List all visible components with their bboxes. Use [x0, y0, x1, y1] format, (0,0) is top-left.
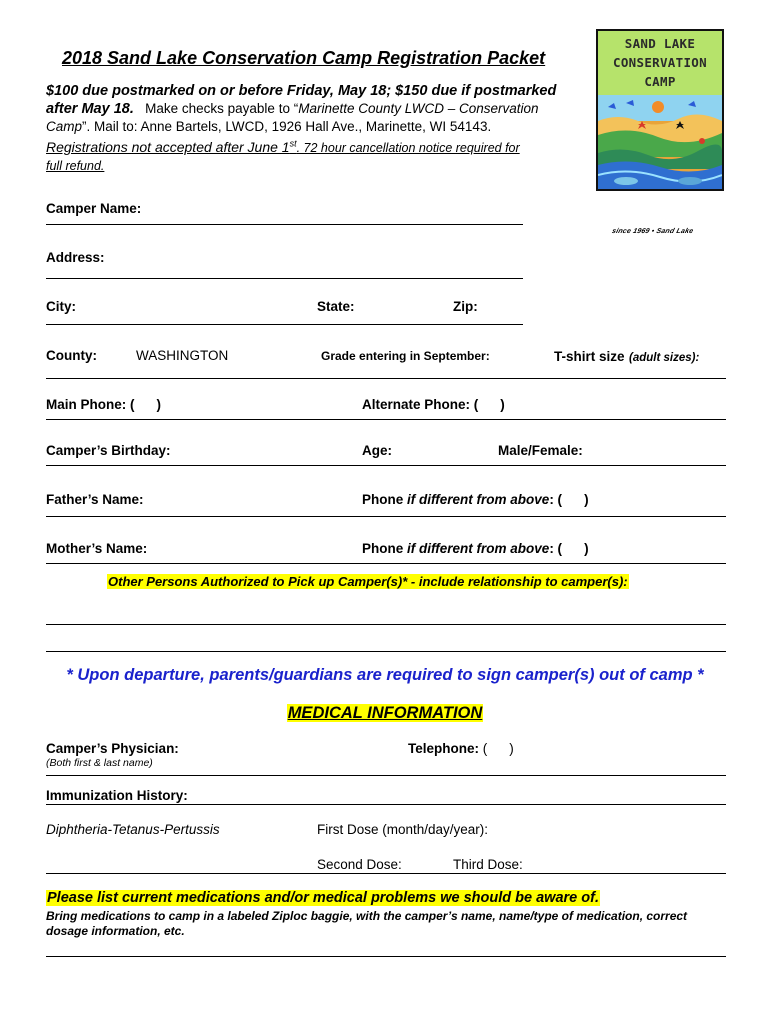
fee-line-1: $100 due postmarked on or before Friday, May 18; $150 due if postmarked	[46, 83, 557, 99]
birthday-label: Camper’s Birthday:	[46, 443, 171, 458]
city-state-zip-field[interactable]	[46, 324, 523, 325]
mother-phone-open: : (	[549, 541, 563, 556]
logo-line-2: CONSERVATION	[613, 55, 707, 70]
camper-name-label: Camper Name:	[46, 201, 142, 216]
vaccine-name: Diphtheria-Tetanus-Pertussis	[46, 822, 220, 837]
immunization-label: Immunization History:	[46, 788, 188, 803]
alt-phone-open: Alternate Phone: (	[362, 397, 479, 412]
tshirt-label-group	[554, 348, 699, 366]
grade-label: Grade entering in September:	[321, 349, 490, 363]
telephone-close: )	[509, 741, 514, 756]
medications-field[interactable]	[46, 956, 726, 957]
medications-note: Bring medications to camp in a labeled Ziploc baggie, with the camper’s name, name/type of medication, correct dosage information, etc.	[46, 909, 688, 938]
camp-logo	[596, 29, 724, 191]
mother-name-label: Mother’s Name:	[46, 541, 148, 556]
second-dose-label[interactable]: Second Dose:	[317, 857, 402, 872]
father-row-field[interactable]	[46, 516, 726, 517]
state-label: State:	[317, 299, 355, 314]
phone-row-field[interactable]	[46, 419, 726, 420]
telephone-open: (	[482, 741, 488, 756]
zip-label: Zip:	[453, 299, 478, 314]
tshirt-label: T-shirt size	[554, 349, 625, 364]
pickup-note: Other Persons Authorized to Pick up Camper(s)* - include relationship to camper(s):	[108, 574, 628, 589]
medications-heading: Please list current medications and/or medical problems we should be aware of.	[47, 890, 599, 906]
address-field[interactable]	[46, 278, 523, 279]
father-phone-open: : (	[549, 492, 563, 507]
alt-phone-label	[362, 397, 505, 412]
alt-phone-close: )	[500, 397, 505, 412]
main-phone-label	[46, 397, 161, 412]
checks-payee-2: Camp	[46, 119, 83, 134]
logo-line-1: SAND LAKE	[624, 36, 696, 51]
dose-divider	[46, 873, 726, 874]
county-row-field[interactable]	[46, 378, 726, 379]
camper-name-field[interactable]	[46, 224, 523, 225]
third-dose-label[interactable]: Third Dose:	[453, 857, 523, 872]
pickup-field-1[interactable]	[46, 624, 726, 625]
telephone-group	[408, 741, 514, 756]
gender-label: Male/Female:	[498, 443, 583, 458]
telephone-label: Telephone:	[408, 741, 480, 756]
physician-label: Camper’s Physician:	[46, 741, 179, 756]
county-value[interactable]: WASHINGTON	[136, 348, 229, 363]
father-name-label: Father’s Name:	[46, 492, 144, 507]
father-phone-word: Phone	[362, 492, 404, 507]
mother-phone-label	[362, 541, 589, 556]
mother-row-field[interactable]	[46, 563, 726, 564]
reg-note-sup: st	[289, 138, 297, 148]
address-label: Address:	[46, 250, 105, 265]
reg-note-c: full refund.	[46, 158, 105, 173]
checks-prefix: Make checks payable to “	[145, 101, 299, 116]
main-phone-open: Main Phone: (	[46, 397, 135, 412]
main-phone-close: )	[156, 397, 161, 412]
city-label: City:	[46, 299, 76, 314]
father-phone-note: if different from above	[407, 492, 550, 507]
county-label: County:	[46, 348, 97, 363]
mother-phone-close: )	[584, 541, 589, 556]
physician-row-field[interactable]	[46, 775, 726, 776]
mother-phone-note: if different from above	[407, 541, 550, 556]
first-dose-label[interactable]: First Dose (month/day/year):	[317, 822, 489, 837]
logo-artwork	[598, 95, 722, 191]
medical-heading-wrap	[0, 704, 770, 723]
tshirt-note: (adult sizes):	[628, 352, 700, 364]
registration-note	[46, 140, 520, 155]
birthday-row-field[interactable]	[46, 465, 726, 466]
checks-payee: Marinette County LWCD – Conservation	[298, 101, 539, 116]
page-title: 2018 Sand Lake Conservation Camp Registration Packet	[62, 48, 546, 68]
reg-note-b: . 72 hour cancellation notice required for	[296, 140, 520, 155]
pickup-field-2[interactable]	[46, 651, 726, 652]
mail-address: ”. Mail to: Anne Bartels, LWCD, 1926 Hall Ave., Marinette, WI 54143.	[82, 119, 492, 134]
logo-tagline: since 1969 • Sand Lake	[611, 228, 695, 235]
logo-text	[598, 34, 722, 91]
father-phone-label	[362, 492, 589, 507]
age-label: Age:	[362, 443, 392, 458]
reg-note-a: Registrations not accepted after June 1	[46, 138, 290, 155]
father-phone-close: )	[584, 492, 589, 507]
departure-note: * Upon departure, parents/guardians are required to sign camper(s) out of camp *	[66, 666, 704, 684]
physician-note: (Both first & last name)	[46, 757, 153, 769]
fee-info	[46, 82, 591, 175]
mother-phone-word: Phone	[362, 541, 404, 556]
medical-heading: MEDICAL INFORMATION	[287, 704, 483, 722]
fee-line-2: after May 18.	[46, 101, 134, 117]
logo-line-3: CAMP	[644, 74, 676, 89]
immunization-divider	[46, 804, 726, 805]
